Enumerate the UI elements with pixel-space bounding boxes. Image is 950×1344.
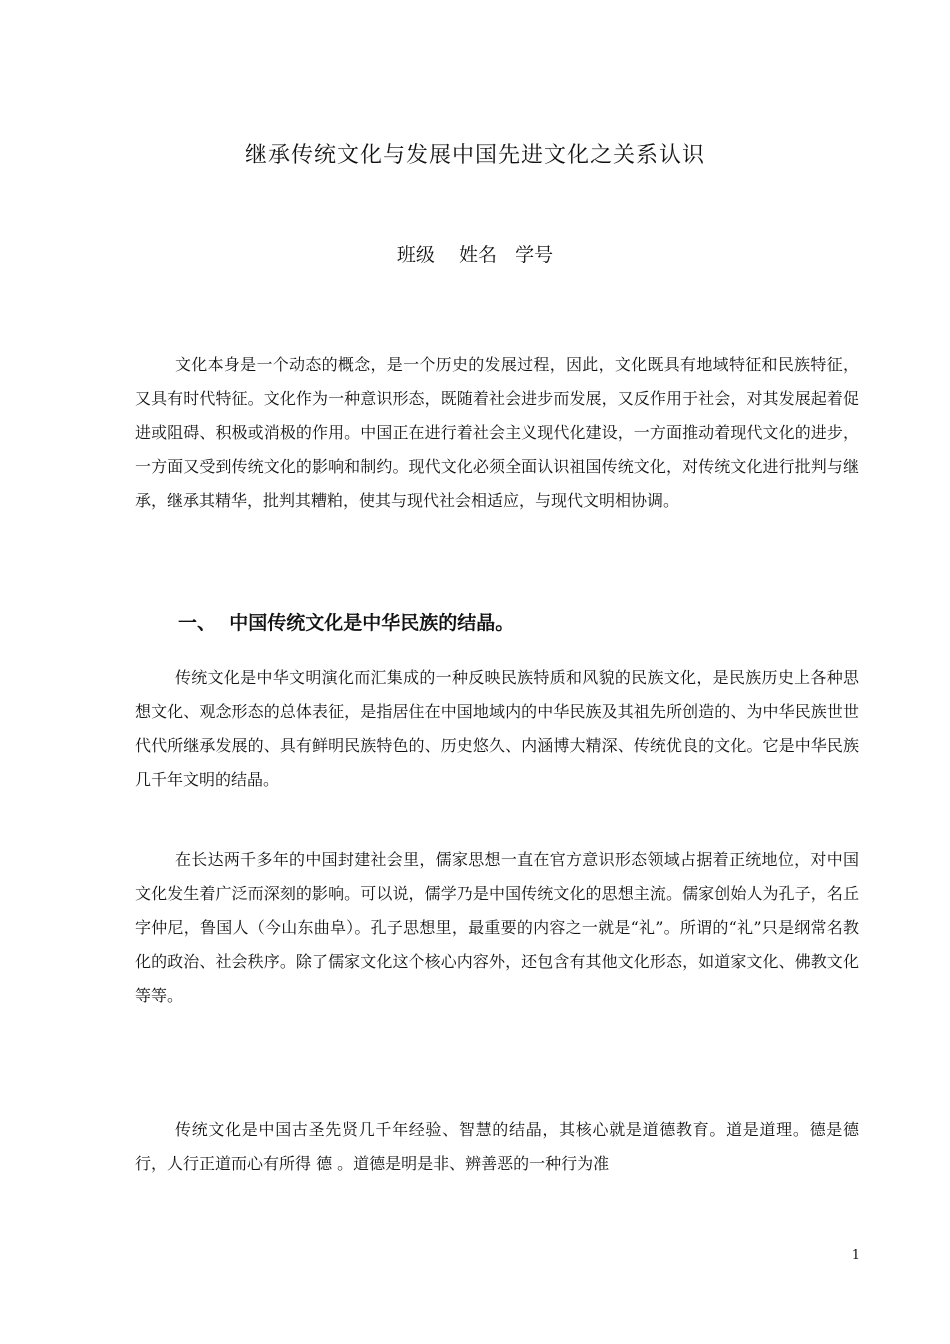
document-title: 继承传统文化与发展中国先进文化之关系认识 (244, 143, 705, 168)
body-paragraph: 文化本身是一个动态的概念，是一个历史的发展过程，因此，文化既具有地域特征和民族特征，又具有时代特征。文化作为一种意识形态，既随着社会进步而发展，又反作用于社会，对其发展起着促进或阻碍、积极或消极的作用。中国正在进行着社会主义现代化建设，一方面推动着现代文化的进步，一方面又受到传统文化的影响和制约。现代文化必须全面认识祖国传统文化，对传统文化进行批判与继承，继承其精华，批判其糟粕，使其与现代社会相适应，与现代文明相协调。 (135, 355, 859, 510)
page-number: 1 (851, 1248, 860, 1263)
body-paragraph: 传统文化是中华文明演化而汇集成的一种反映民族特质和风貌的民族文化，是民族历史上各种思想文化、观念形态的总体表征，是指居住在中国地域内的中华民族及其祖先所创造的、为中华民族世世代代所继承发展的、具有鲜明民族特色的、历史悠久、内涵博大精深、传统优良的文化。它是中华民族几千年文明的结晶。 (135, 668, 859, 789)
author-info-line: 班级 姓名 学号 (396, 244, 554, 266)
body-paragraph: 传统文化是中国古圣先贤几千年经验、智慧的结晶，其核心就是道德教育。道是道理。德是德行，人行正道而心有所得 德 。道德是明是非、辨善恶的一种行为准 (135, 1120, 859, 1173)
body-paragraph: 在长达两千多年的中国封建社会里，儒家思想一直在官方意识形态领域占据着正统地位，对中国文化发生着广泛而深刻的影响。可以说，儒学乃是中国传统文化的思想主流。儒家创始人为孔子，名丘字仲尼，鲁国人（今山东曲阜）。孔子思想里，最重要的内容之一就是“礼”。所谓的“礼”只是纲常名教化的政治、社会秩序。除了儒家文化这个核心内容外，还包含有其他文化形态，如道家文化、佛教文化等等。 (135, 850, 859, 1005)
section-heading: 一、 中国传统文化是中华民族的结晶。 (178, 612, 515, 634)
